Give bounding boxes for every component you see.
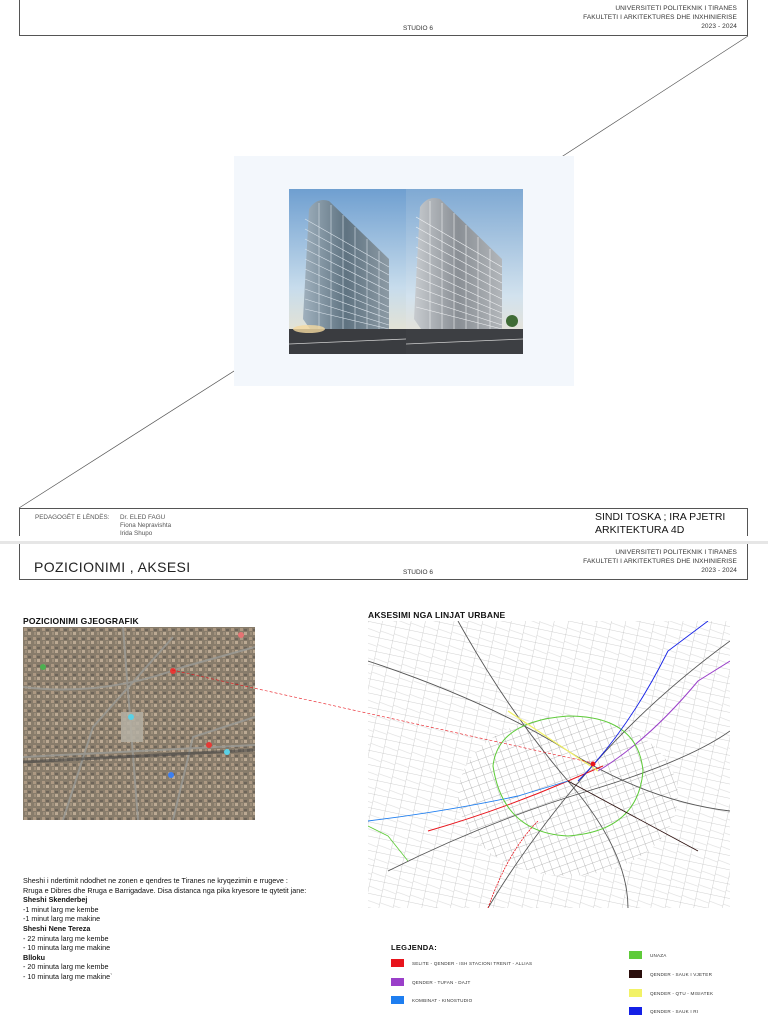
legend-swatch (391, 996, 404, 1004)
building-render-alt (406, 189, 523, 354)
building-render-day (289, 189, 406, 354)
legend-swatch (629, 989, 642, 997)
pedagog-name: Irida Shupo (120, 530, 153, 537)
authors-block (595, 511, 725, 536)
legend-label: KOMBINAT - KINOSTUDIO (412, 997, 473, 1003)
legend-item (391, 958, 532, 968)
legend-item (391, 995, 472, 1005)
pedagog-label: PEDAGOGËT E LËNDËS: (35, 514, 110, 521)
faculty-name: FAKULTETI I ARKITEKTURES DHE INXHINIERISE (583, 557, 737, 565)
pedagog-name: Fiona Nepravishta (120, 522, 172, 529)
place-name: Sheshi Skenderbej (23, 895, 88, 905)
university-name: UNIVERSITETI POLITEKNIK I TIRANES (615, 5, 737, 12)
studio-label: STUDIO 6 (403, 25, 433, 32)
distance-car: - 10 minuta larg me makine` (23, 971, 113, 981)
sheet-positioning (0, 544, 768, 1024)
distance-walk: - 20 minuta larg me kembe (23, 962, 109, 972)
legend-label: QENDER - TUFAN - DAJT (412, 979, 471, 985)
legend-item (629, 969, 712, 979)
legend-item (629, 1006, 698, 1016)
studio-label: STUDIO 6 (403, 569, 433, 576)
place-name: Blloku (23, 952, 45, 962)
desc-intro: Rruga e Dibres dhe Rruga e Barrigadave. Disa distanca nga pika kryesore te qytetit jane: (23, 885, 307, 895)
legend-swatch (629, 970, 642, 978)
legend-swatch (391, 978, 404, 986)
legend-label: QENDER - QTU - MISIATEK (650, 990, 714, 996)
desc-intro: Sheshi i ndertimit ndodhet ne zonen e qendres te Tiranes ne kryqezimin e rrugeve : (23, 876, 288, 885)
legend-swatch (391, 959, 404, 967)
distance-car: - 10 minuta larg me makine (23, 943, 111, 953)
distance-walk: -1 minut larg me kembe (23, 904, 99, 914)
legend-item (629, 950, 667, 960)
distance-car: -1 minut larg me makine (23, 914, 101, 924)
legend-label: SELITE - QENDER - ISH STACIONI TRENIT - ALLIAS (412, 960, 533, 966)
legend-label: QENDER - SAUK I VJETER (650, 971, 713, 977)
legend-item (391, 977, 470, 987)
place-name: Sheshi Nene Tereza (23, 923, 91, 933)
course-name: ARKITEKTURA 4D (595, 523, 685, 536)
urban-section-title: AKSESIMI NGA LINJAT URBANE (368, 610, 506, 620)
distance-walk: - 22 minuta larg me kembe (23, 933, 109, 943)
university-name: UNIVERSITETI POLITEKNIK I TIRANES (615, 549, 737, 556)
legend-swatch (629, 951, 642, 959)
pedagog-name: Dr. ELED FAGU (120, 514, 166, 521)
legend-item (629, 988, 713, 998)
academic-year: 2023 - 2024 (701, 22, 737, 30)
faculty-name: FAKULTETI I ARKITEKTURES DHE INXHINIERISE (583, 13, 737, 21)
site-description (23, 876, 353, 982)
author-names: SINDI TOSKA ; IRA PJETRI (595, 511, 726, 523)
legend-label: UNAZA (650, 952, 667, 958)
academic-year: 2023 - 2024 (701, 566, 737, 574)
legend-swatch (629, 1007, 642, 1015)
footer-frame (19, 508, 748, 536)
page-title: POZICIONIMI , AKSESI (34, 559, 191, 575)
legend-label: QENDER - SAUK I RI (650, 1008, 699, 1014)
legend-title: LEGJENDA: (391, 943, 438, 952)
geo-section-title: POZICIONIMI GJEOGRAFIK (23, 616, 139, 626)
